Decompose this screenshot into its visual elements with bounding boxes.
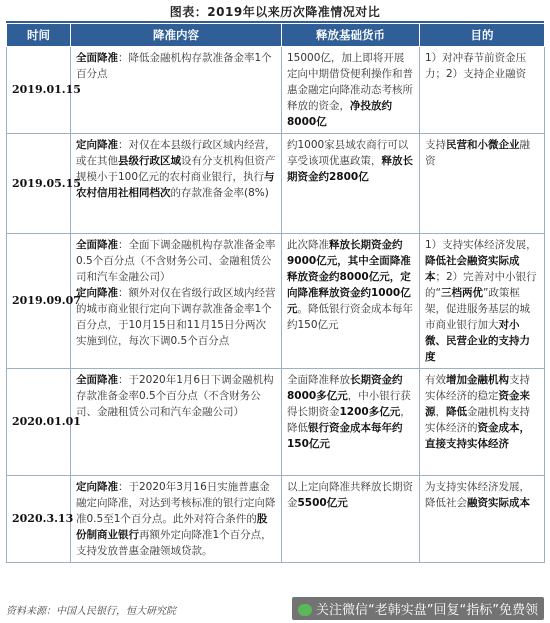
emphasis-text: 长期资金约8000多亿元 xyxy=(287,374,403,402)
release-cell xyxy=(282,234,420,369)
release-cell xyxy=(282,476,420,563)
header-release: 释放基础货币 xyxy=(282,24,420,47)
table-row xyxy=(7,47,545,134)
release-cell xyxy=(282,47,420,134)
date-cell: 2019.09.07 xyxy=(7,234,71,369)
emphasis-text: 与农村信用社相同档次 xyxy=(76,171,275,199)
header-date: 时间 xyxy=(7,24,71,47)
content-paragraph xyxy=(76,50,276,82)
body-text: 支持 xyxy=(425,139,446,151)
date-cell: 2019.05.15 xyxy=(7,134,71,234)
release-paragraph xyxy=(287,479,414,511)
table-header-row xyxy=(7,24,545,47)
body-text: 此次降准 xyxy=(287,239,329,251)
release-paragraph xyxy=(287,137,414,185)
emphasis-text: 银行资金成本每年约150亿元 xyxy=(287,422,403,450)
body-text: 再额外定向降准1个百分点，支持发放普惠金融领域贷款。 xyxy=(76,529,272,557)
body-text: 金融机构支持实体经济的 xyxy=(425,406,530,434)
body-text: 的存款准备金率(8%) xyxy=(170,187,269,199)
emphasis-text: 全面降准 xyxy=(76,374,118,386)
purpose-cell xyxy=(420,47,545,134)
content-cell xyxy=(71,134,282,234)
emphasis-text: 资金成本，直接支持实体经济 xyxy=(425,422,530,450)
emphasis-text: 定向降准 xyxy=(76,139,118,151)
release-paragraph xyxy=(287,50,414,130)
purpose-paragraph xyxy=(425,479,539,511)
emphasis-text: 降低社会融资实际成本 xyxy=(425,255,520,283)
purpose-paragraph xyxy=(425,137,539,169)
emphasis-text: 1200多亿元 xyxy=(339,406,401,418)
header-content: 降准内容 xyxy=(71,24,282,47)
emphasis-text: 股份制商业银行 xyxy=(76,513,268,541)
content-paragraph xyxy=(76,372,276,420)
release-paragraph xyxy=(287,237,414,333)
body-text: 1）对冲春节前资金压力；2）支持企业融资 xyxy=(425,52,527,80)
wechat-watermark xyxy=(292,597,544,620)
purpose-cell xyxy=(420,234,545,369)
date-cell: 2019.01.15 xyxy=(7,47,71,134)
table-body xyxy=(7,47,545,563)
emphasis-text: 三档两优 xyxy=(440,287,483,299)
release-cell xyxy=(282,134,420,234)
table-row xyxy=(7,134,545,234)
body-text: 。降低银行资金成本每年约150亿元 xyxy=(287,303,413,331)
purpose-cell xyxy=(420,134,545,234)
date-cell: 2020.01.01 xyxy=(7,369,71,476)
emphasis-text: 融资实际成本 xyxy=(467,497,530,509)
purpose-paragraph xyxy=(425,372,539,452)
emphasis-text: 降低 xyxy=(446,406,467,418)
emphasis-text: 定向降准 xyxy=(76,481,118,493)
content-paragraph xyxy=(76,479,276,559)
content-cell xyxy=(71,234,282,369)
body-text: ：于2020年3月16日实施普惠金融定向降准，对达到考核标准的银行定向降准0.5至1个百分点。此外对符合条件的 xyxy=(76,481,276,525)
purpose-cell xyxy=(420,369,545,476)
body-text: 以上定向降准共释放长期资金 xyxy=(287,481,413,509)
content-paragraph xyxy=(76,237,276,285)
body-text: ， xyxy=(435,406,446,418)
purpose-paragraph xyxy=(425,237,539,365)
body-text: ：额外对仅在省级行政区域内经营的城市商业银行定向下调存款准备金率1个百分点，于10月15日和11月15日分两次实施到位，每次下调0.5个百分点 xyxy=(76,287,276,347)
body-text: ，中小银行获得长期资金 xyxy=(287,390,411,418)
body-text: 约1000家县域农商行可以享受该项优惠政策， xyxy=(287,139,409,167)
purpose-paragraph xyxy=(425,50,539,82)
content-paragraph xyxy=(76,137,276,201)
body-text: ；2）完善对中小银行的“ xyxy=(425,271,537,299)
emphasis-text: 释放长期资金约9000亿元，其中全面降准释放资金约8000亿元，定向降准释放资金约1000亿元 xyxy=(287,239,411,315)
purpose-cell xyxy=(420,476,545,563)
emphasis-text: 5500亿元 xyxy=(297,497,348,509)
content-cell xyxy=(71,476,282,563)
release-cell xyxy=(282,369,420,476)
body-text: 全面降准释放 xyxy=(287,374,350,386)
body-text: 设有分支机构但资产规模小于100亿元的农村商业银行，执行 xyxy=(76,155,276,183)
rrr-cut-table xyxy=(6,23,545,563)
body-text: ：降低金融机构存款准备金率1个百分点 xyxy=(76,52,272,80)
emphasis-text: 资金来源 xyxy=(425,390,530,418)
emphasis-text: 净投放约8000亿 xyxy=(287,100,392,128)
content-paragraph xyxy=(76,285,276,349)
release-paragraph xyxy=(287,372,414,452)
emphasis-text: 全面降准 xyxy=(76,52,118,64)
watermark-text: 关注微信“老韩实盘”回复“指标”免费领 xyxy=(316,603,538,618)
body-text: 融资 xyxy=(425,139,530,167)
table-row xyxy=(7,476,545,563)
body-text: ，降低 xyxy=(287,406,411,434)
date-cell: 2020.3.13 xyxy=(7,476,71,563)
content-cell xyxy=(71,369,282,476)
emphasis-text: 增加金融机构 xyxy=(446,374,509,386)
emphasis-text: 县级行政区域 xyxy=(118,155,181,167)
table-row xyxy=(7,369,545,476)
body-text: 为支持实体经济发展，降低社会 xyxy=(425,481,530,509)
body-text: ”政策框架，促进服务基层的城市商业银行加大 xyxy=(425,287,530,331)
figure-title: 图表：2019年以来历次降准情况对比 xyxy=(169,5,381,19)
emphasis-text: 对小微、民营企业的支持力度 xyxy=(425,319,530,363)
body-text: 15000亿，加上即将开展定向中期借贷便利操作和普惠金融定向降准动态考核所释放的资金， xyxy=(287,52,413,112)
body-text: 支持实体经济的稳定 xyxy=(425,374,530,402)
emphasis-text: 释放长期资金约2800亿 xyxy=(287,155,413,183)
content-cell xyxy=(71,47,282,134)
body-text: 1）支持实体经济发展， xyxy=(425,239,537,251)
body-text: ：于2020年1月6日下调金融机构存款准备金率0.5个百分点（不含财务公司、金融租赁公司和汽车金融公司） xyxy=(76,374,274,418)
table-row xyxy=(7,234,545,369)
body-text: ：对仅在本县级行政区域内经营，或在其他 xyxy=(76,139,276,167)
body-text: ：全面下调金融机构存款准备金率0.5个百分点（不含财务公司、金融租赁公司和汽车金融公司） xyxy=(76,239,276,283)
source-note: 资料来源：中国人民银行，恒大研究院 xyxy=(6,606,176,617)
emphasis-text: 定向降准 xyxy=(76,287,118,299)
wechat-icon xyxy=(298,604,312,616)
header-purpose: 目的 xyxy=(420,24,545,47)
emphasis-text: 全面降准 xyxy=(76,239,118,251)
body-text: 有效 xyxy=(425,374,446,386)
emphasis-text: 民营和小微企业 xyxy=(446,139,520,151)
